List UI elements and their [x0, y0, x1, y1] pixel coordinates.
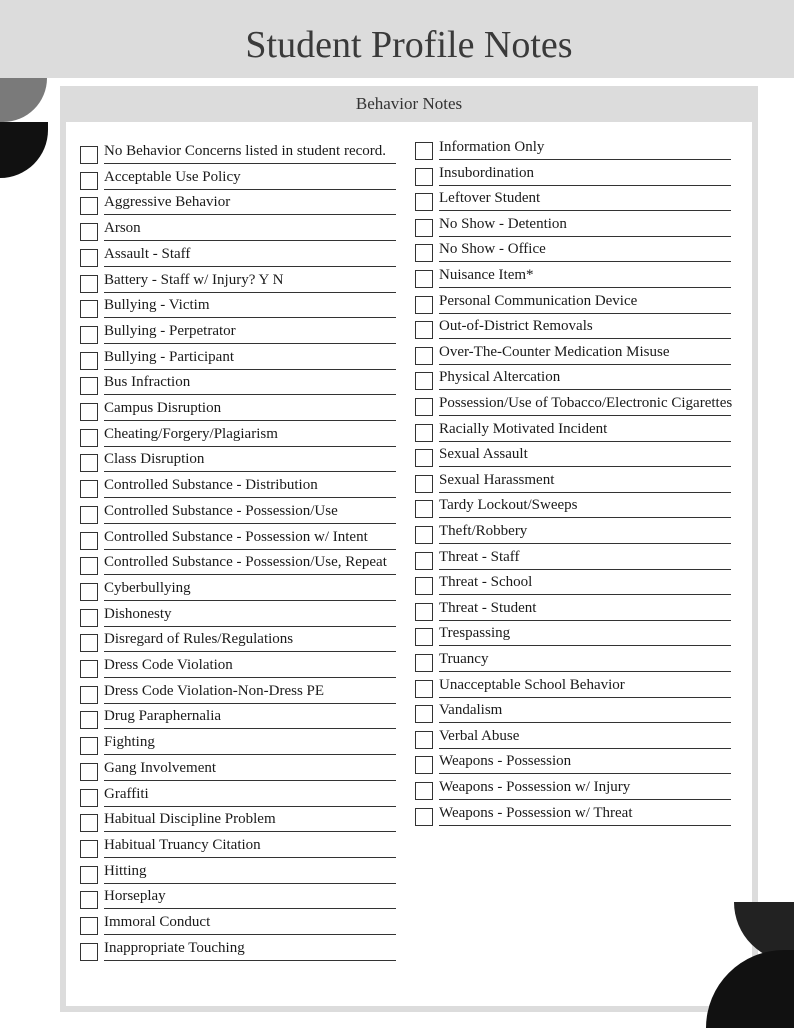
behavior-underline	[439, 773, 731, 774]
behavior-item[interactable]	[415, 727, 731, 749]
behavior-item[interactable]	[415, 522, 731, 544]
behavior-item[interactable]	[80, 553, 396, 575]
behavior-label: Truancy	[439, 651, 489, 667]
behavior-checkbox[interactable]	[80, 429, 98, 447]
behavior-underline	[104, 857, 396, 858]
behavior-item[interactable]	[415, 368, 731, 390]
behavior-item[interactable]	[80, 887, 396, 909]
behavior-item[interactable]	[80, 193, 396, 215]
behavior-checkbox[interactable]	[80, 454, 98, 472]
behavior-label: Information Only	[439, 139, 545, 155]
behavior-label: Hitting	[104, 862, 147, 879]
behavior-item[interactable]	[415, 701, 731, 723]
behavior-item[interactable]	[80, 399, 396, 421]
behavior-checkbox[interactable]	[80, 377, 98, 395]
behavior-underline	[439, 645, 731, 646]
behavior-notes-panel	[60, 86, 758, 1012]
behavior-checkbox[interactable]	[415, 500, 433, 518]
behavior-checkbox[interactable]	[80, 634, 98, 652]
behavior-checkbox[interactable]	[415, 449, 433, 467]
behavior-checkbox[interactable]	[80, 403, 98, 421]
behavior-item[interactable]	[415, 343, 731, 365]
behavior-checkbox[interactable]	[415, 680, 433, 698]
behavior-item[interactable]	[80, 476, 396, 498]
behavior-label: Bullying - Participant	[104, 348, 234, 365]
behavior-underline	[104, 831, 396, 832]
behavior-underline	[104, 703, 396, 704]
behavior-list-area	[66, 122, 752, 1006]
behavior-item[interactable]	[80, 939, 396, 961]
behavior-checkbox[interactable]	[415, 398, 433, 416]
behavior-checkbox[interactable]	[415, 142, 433, 160]
behavior-label: Nuisance Item*	[439, 267, 534, 283]
behavior-underline	[439, 748, 731, 749]
behavior-underline	[439, 569, 731, 570]
behavior-underline	[439, 210, 731, 211]
behavior-checkbox[interactable]	[80, 223, 98, 241]
behavior-item[interactable]	[415, 599, 731, 621]
behavior-checkbox[interactable]	[80, 711, 98, 729]
behavior-checkbox[interactable]	[415, 193, 433, 211]
behavior-item[interactable]	[80, 836, 396, 858]
behavior-item[interactable]	[415, 164, 731, 186]
behavior-label: Threat - Staff	[439, 548, 520, 565]
behavior-item[interactable]	[415, 445, 731, 467]
behavior-label: Theft/Robbery	[439, 523, 528, 539]
behavior-label: Habitual Discipline Problem	[104, 811, 276, 828]
behavior-label: Bullying - Victim	[104, 297, 210, 314]
decorative-shape-top-left-black	[0, 122, 48, 178]
behavior-label: Controlled Substance - Possession/Use	[104, 502, 338, 519]
behavior-label: Controlled Substance - Possession w/ Intent	[104, 528, 368, 545]
behavior-item[interactable]	[415, 778, 731, 800]
behavior-checkbox[interactable]	[415, 219, 433, 237]
behavior-item[interactable]	[415, 292, 731, 314]
section-title: Behavior Notes	[355, 94, 463, 113]
behavior-underline	[439, 620, 731, 621]
behavior-checkbox[interactable]	[415, 756, 433, 774]
behavior-checkbox[interactable]	[80, 300, 98, 318]
behavior-item[interactable]	[80, 528, 396, 550]
behavior-underline	[104, 960, 396, 961]
behavior-checkbox[interactable]	[80, 480, 98, 498]
behavior-checkbox[interactable]	[80, 249, 98, 267]
behavior-item[interactable]	[415, 240, 731, 262]
behavior-label: Dress Code Violation-Non-Dress PE	[104, 682, 325, 699]
behavior-label: Weapons - Possession w/ Injury	[439, 779, 631, 795]
behavior-label: Threat - School	[439, 574, 533, 591]
behavior-checkbox[interactable]	[80, 557, 98, 575]
behavior-item[interactable]	[415, 573, 731, 595]
behavior-underline	[439, 825, 731, 826]
behavior-label: Sexual Harassment	[439, 471, 555, 488]
behavior-item[interactable]	[80, 348, 396, 370]
behavior-underline	[104, 266, 396, 267]
behavior-underline	[439, 415, 731, 416]
behavior-label: Dress Code Violation	[104, 657, 233, 673]
behavior-label: Leftover Student	[439, 190, 541, 207]
behavior-underline	[104, 292, 396, 293]
behavior-label: Battery - Staff w/ Injury? Y N	[104, 271, 284, 288]
behavior-item[interactable]	[415, 804, 731, 826]
behavior-item[interactable]	[80, 605, 396, 627]
behavior-label: Physical Altercation	[439, 369, 561, 386]
behavior-underline	[439, 517, 731, 518]
behavior-checkbox[interactable]	[415, 168, 433, 186]
behavior-underline	[439, 594, 731, 595]
behavior-item[interactable]	[80, 810, 396, 832]
behavior-checkbox[interactable]	[80, 326, 98, 344]
behavior-item[interactable]	[80, 373, 396, 395]
behavior-item[interactable]	[80, 656, 396, 678]
behavior-checkbox[interactable]	[80, 146, 98, 164]
behavior-item[interactable]	[415, 624, 731, 646]
behavior-underline	[439, 236, 731, 237]
behavior-checkbox[interactable]	[80, 609, 98, 627]
behavior-label: Gang Involvement	[104, 759, 217, 776]
behavior-label: Bus Infraction	[104, 374, 191, 391]
behavior-label: Verbal Abuse	[439, 727, 520, 744]
behavior-item[interactable]	[80, 733, 396, 755]
behavior-checkbox[interactable]	[415, 808, 433, 826]
behavior-checkbox[interactable]	[80, 891, 98, 909]
behavior-checkbox[interactable]	[415, 782, 433, 800]
behavior-checkbox[interactable]	[80, 866, 98, 884]
behavior-underline	[104, 574, 396, 575]
behavior-label: Bullying - Perpetrator	[104, 322, 236, 339]
behavior-checkbox[interactable]	[80, 917, 98, 935]
behavior-label: Threat - Student	[439, 599, 537, 616]
behavior-underline	[104, 240, 396, 241]
behavior-item[interactable]	[80, 682, 396, 704]
behavior-label: Possession/Use of Tobacco/Electronic Cigarettes	[439, 395, 733, 411]
behavior-item[interactable]	[80, 450, 396, 472]
behavior-item[interactable]	[415, 189, 731, 211]
behavior-label: Over-The-Counter Medication Misuse	[439, 343, 670, 360]
behavior-item[interactable]	[80, 425, 396, 447]
behavior-underline	[104, 446, 396, 447]
behavior-underline	[104, 651, 396, 652]
behavior-underline	[104, 549, 396, 550]
behavior-underline	[439, 261, 731, 262]
behavior-label: Unacceptable School Behavior	[439, 676, 625, 693]
behavior-item[interactable]	[415, 548, 731, 570]
behavior-underline	[104, 523, 396, 524]
behavior-underline	[439, 364, 731, 365]
behavior-checkbox[interactable]	[415, 321, 433, 339]
behavior-label: No Show - Office	[439, 241, 546, 258]
behavior-underline	[104, 754, 396, 755]
behavior-label: Tardy Lockout/Sweeps	[439, 497, 578, 514]
behavior-checkbox[interactable]	[415, 270, 433, 288]
behavior-checkbox[interactable]	[80, 660, 98, 678]
behavior-checkbox[interactable]	[80, 532, 98, 550]
behavior-underline	[104, 934, 396, 935]
behavior-label: Cheating/Forgery/Plagiarism	[104, 425, 278, 442]
behavior-underline	[104, 600, 396, 601]
behavior-label: Cyberbullying	[104, 579, 191, 596]
behavior-item[interactable]	[80, 322, 396, 344]
behavior-item[interactable]	[80, 862, 396, 884]
behavior-underline	[104, 420, 396, 421]
behavior-underline	[104, 471, 396, 472]
behavior-item[interactable]	[415, 650, 731, 672]
behavior-item[interactable]	[80, 219, 396, 241]
behavior-checkbox[interactable]	[80, 840, 98, 858]
behavior-underline	[439, 159, 731, 160]
behavior-underline	[104, 163, 396, 164]
behavior-checkbox[interactable]	[80, 583, 98, 601]
page-title: Student Profile Notes	[245, 24, 573, 66]
behavior-item[interactable]	[80, 759, 396, 781]
behavior-checkbox[interactable]	[415, 244, 433, 262]
behavior-underline	[104, 497, 396, 498]
behavior-underline	[439, 389, 731, 390]
behavior-underline	[439, 697, 731, 698]
behavior-item[interactable]	[80, 271, 396, 293]
behavior-underline	[439, 671, 731, 672]
behavior-label: Immoral Conduct	[104, 914, 211, 930]
behavior-label: Sexual Assault	[439, 446, 528, 463]
behavior-underline	[439, 799, 731, 800]
behavior-checkbox[interactable]	[80, 197, 98, 215]
behavior-checkbox[interactable]	[80, 943, 98, 961]
behavior-underline	[439, 722, 731, 723]
behavior-label: Graffiti	[104, 785, 149, 802]
behavior-underline	[104, 369, 396, 370]
behavior-item[interactable]	[415, 676, 731, 698]
behavior-item[interactable]	[415, 138, 731, 160]
behavior-checkbox[interactable]	[415, 296, 433, 314]
behavior-label: Personal Communication Device	[439, 292, 638, 309]
behavior-item[interactable]	[415, 266, 731, 288]
behavior-item[interactable]	[80, 245, 396, 267]
behavior-underline	[104, 394, 396, 395]
behavior-checkbox[interactable]	[415, 475, 433, 493]
behavior-label: Arson	[104, 220, 141, 237]
behavior-underline	[104, 317, 396, 318]
behavior-item[interactable]	[80, 579, 396, 601]
behavior-underline	[439, 338, 731, 339]
behavior-underline	[439, 492, 731, 493]
behavior-checkbox[interactable]	[80, 172, 98, 190]
behavior-item[interactable]	[415, 752, 731, 774]
behavior-item[interactable]	[415, 496, 731, 518]
behavior-label: Vandalism	[439, 702, 503, 719]
behavior-label: Out-of-District Removals	[439, 318, 593, 335]
behavior-label: Weapons - Possession w/ Threat	[439, 804, 633, 821]
behavior-label: Inappropriate Touching	[104, 939, 245, 956]
behavior-checkbox[interactable]	[80, 737, 98, 755]
behavior-underline	[104, 189, 396, 190]
behavior-checkbox[interactable]	[415, 603, 433, 621]
behavior-checkbox[interactable]	[415, 654, 433, 672]
behavior-underline	[439, 441, 731, 442]
behavior-label: No Behavior Concerns listed in student record.	[104, 143, 387, 159]
behavior-underline	[104, 214, 396, 215]
behavior-label: Fighting	[104, 734, 155, 751]
behavior-item[interactable]	[80, 785, 396, 807]
behavior-underline	[104, 626, 396, 627]
behavior-underline	[439, 185, 731, 186]
behavior-checkbox[interactable]	[415, 731, 433, 749]
behavior-label: Insubordination	[439, 164, 534, 181]
behavior-checkbox[interactable]	[415, 577, 433, 595]
behavior-underline	[104, 806, 396, 807]
behavior-underline	[104, 728, 396, 729]
behavior-label: Disregard of Rules/Regulations	[104, 631, 294, 648]
behavior-label: Racially Motivated Incident	[439, 420, 608, 437]
behavior-checkbox[interactable]	[80, 275, 98, 293]
behavior-item[interactable]	[80, 707, 396, 729]
behavior-checkbox[interactable]	[415, 372, 433, 390]
behavior-label: No Show - Detention	[439, 215, 567, 232]
behavior-item[interactable]	[415, 317, 731, 339]
behavior-checkbox[interactable]	[415, 552, 433, 570]
behavior-item[interactable]	[415, 471, 731, 493]
behavior-label: Dishonesty	[104, 605, 172, 622]
behavior-item[interactable]	[80, 502, 396, 524]
behavior-label: Controlled Substance - Possession/Use, Repeat	[104, 554, 387, 571]
behavior-checkbox[interactable]	[80, 763, 98, 781]
behavior-label: Aggressive Behavior	[104, 194, 231, 211]
behavior-underline	[104, 908, 396, 909]
behavior-checkbox[interactable]	[80, 686, 98, 704]
behavior-checkbox[interactable]	[415, 526, 433, 544]
behavior-item[interactable]	[415, 420, 731, 442]
behavior-item[interactable]	[80, 142, 396, 164]
behavior-item[interactable]	[80, 913, 396, 935]
behavior-item[interactable]	[80, 168, 396, 190]
behavior-checkbox[interactable]	[80, 352, 98, 370]
behavior-checkbox[interactable]	[415, 628, 433, 646]
behavior-underline	[439, 313, 731, 314]
behavior-checkbox[interactable]	[415, 347, 433, 365]
behavior-label: Controlled Substance - Distribution	[104, 477, 318, 494]
behavior-label: Trespassing	[439, 625, 511, 642]
decorative-shape-top-left-gray	[0, 78, 47, 122]
behavior-checkbox[interactable]	[415, 705, 433, 723]
behavior-underline	[104, 677, 396, 678]
behavior-label: Class Disruption	[104, 451, 205, 468]
behavior-label: Campus Disruption	[104, 400, 222, 416]
behavior-underline	[439, 466, 731, 467]
behavior-item[interactable]	[415, 215, 731, 237]
behavior-underline	[439, 543, 731, 544]
behavior-checkbox[interactable]	[80, 789, 98, 807]
behavior-checkbox[interactable]	[80, 814, 98, 832]
behavior-checkbox[interactable]	[80, 506, 98, 524]
behavior-label: Drug Paraphernalia	[104, 708, 222, 725]
behavior-item[interactable]	[80, 296, 396, 318]
behavior-label: Habitual Truancy Citation	[104, 836, 261, 853]
behavior-underline	[439, 287, 731, 288]
behavior-item[interactable]	[80, 630, 396, 652]
behavior-underline	[104, 883, 396, 884]
behavior-label: Weapons - Possession	[439, 753, 572, 770]
behavior-label: Assault - Staff	[104, 245, 191, 262]
behavior-label: Horseplay	[104, 888, 166, 905]
behavior-checkbox[interactable]	[415, 424, 433, 442]
behavior-item[interactable]	[415, 394, 731, 416]
behavior-label: Acceptable Use Policy	[104, 168, 241, 185]
behavior-underline	[104, 780, 396, 781]
behavior-underline	[104, 343, 396, 344]
